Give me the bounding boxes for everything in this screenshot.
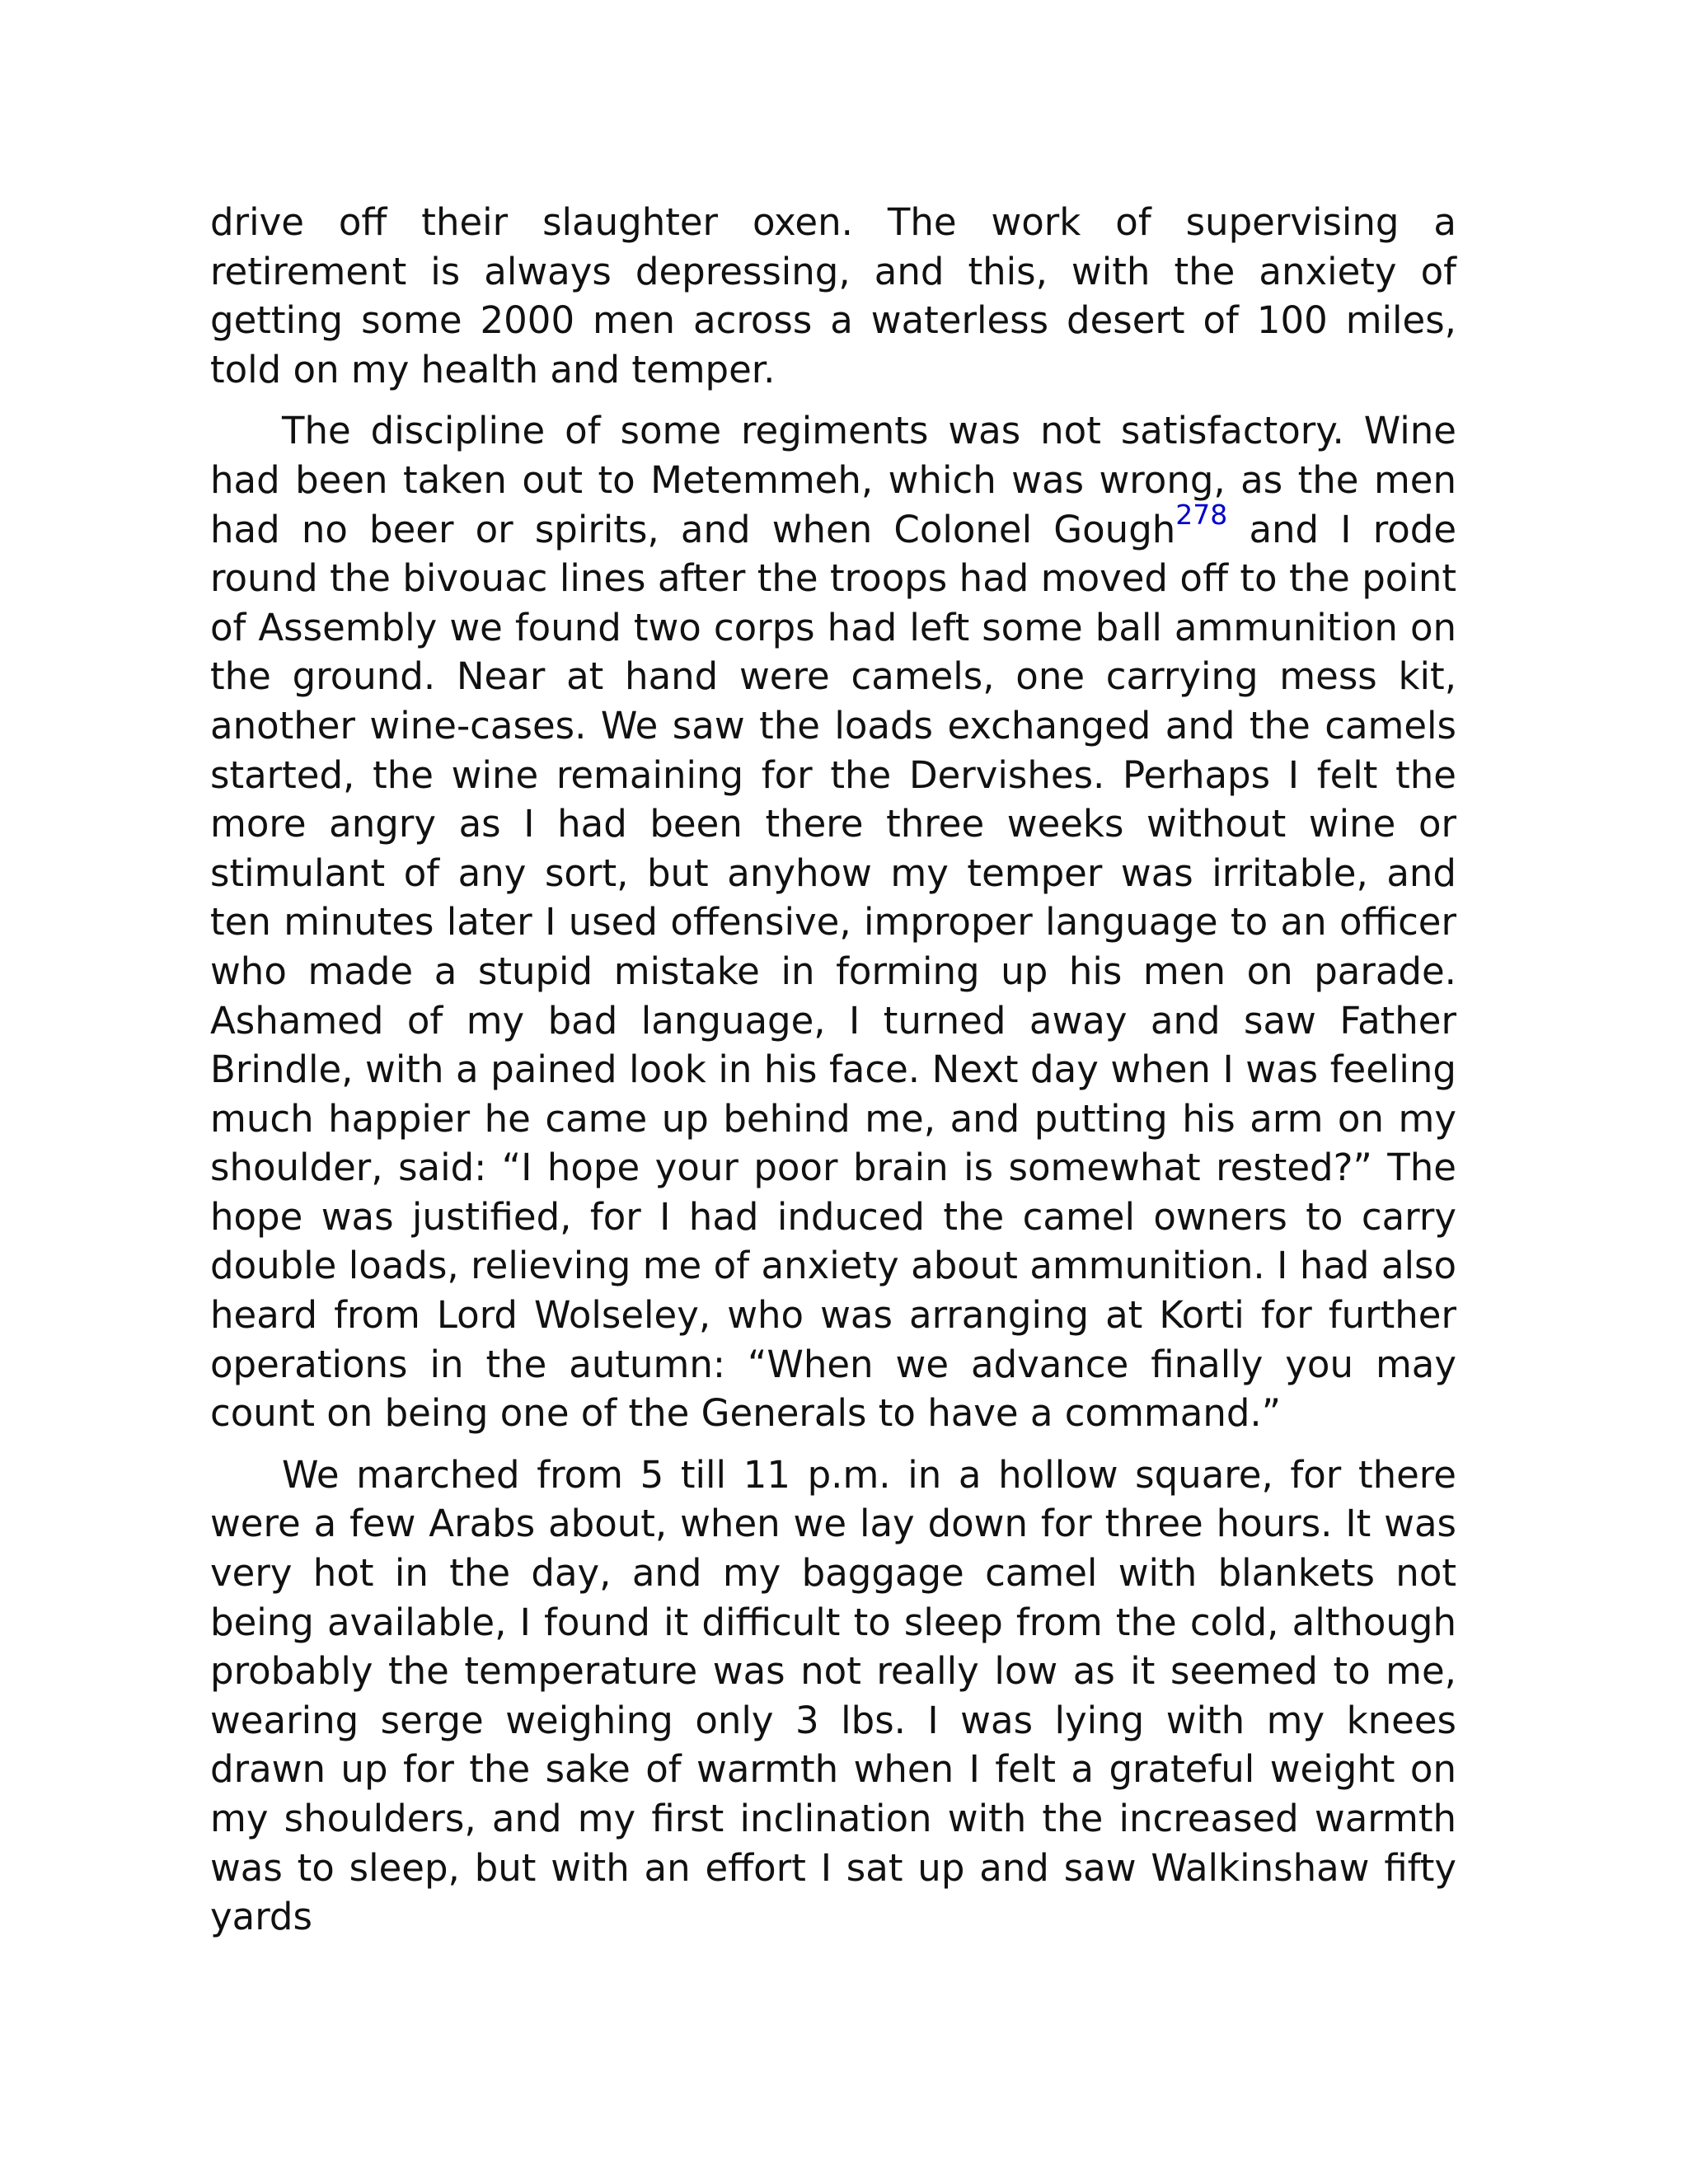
- paragraph-2-text-before: The discipline of some regiments was not satisfactory. Wine had been taken out to Metemmeh, which was wrong, as the men had no beer or spirits, and when Colonel Gough: [210, 409, 1456, 551]
- footnote-ref-link[interactable]: 278: [1175, 498, 1228, 531]
- page-body: [210, 198, 1456, 1942]
- paragraph-2-text-after: and I rode round the bivouac lines after the troops had moved off to the point of Assembly we found two corps had left some ball ammunition on the ground. Near at hand were camels, one carrying mess kit, another wine-cases. We saw the loads exchanged and the camels started, the wine remaining for the Dervishes. Perhaps I felt the more angry as I had been there three weeks without wine or stimulant of any sort, but anyhow my temper was irritable, and ten minutes later I used offensive, improper language to an officer who made a stupid mistake in forming up his men on parade. Ashamed of my bad language, I turned away and saw Father Brindle, with a pained look in his face. Next day when I was feeling much happier he came up behind me, and putting his arm on my shoulder, said: “I hope your poor brain is somewhat rested?” The hope was justified, for I had induced the camel owners to carry double loads, relieving me of anxiety about ammunition. I had also heard from Lord Wolseley, who was arranging at Korti for further operations in the autumn: “When we advance finally you may count on being one of the Generals to have a command.”: [210, 507, 1457, 1436]
- paragraph-3: We marched from 5 till 11 p.m. in a hollow square, for there were a few Arabs about, when we lay down for three hours. It was very hot in the day, and my baggage camel with blankets not being available, I found it difficult to sleep from the cold, although probably the temperature was not really low as it seemed to me, wearing serge weighing only 3 lbs. I was lying with my knees drawn up for the sake of warmth when I felt a grateful weight on my shoulders, and my first inclination with the increased warmth was to sleep, but with an effort I sat up and saw Walkinshaw fifty yards: [210, 1452, 1456, 1939]
- paragraph-1: drive off their slaughter oxen. The work of supervising a retirement is always depressing, and this, with the anxiety of getting some 2000 men across a waterless desert of 100 miles, told on my health and temper.: [210, 200, 1456, 391]
- paragraph-2: [210, 406, 1456, 1437]
